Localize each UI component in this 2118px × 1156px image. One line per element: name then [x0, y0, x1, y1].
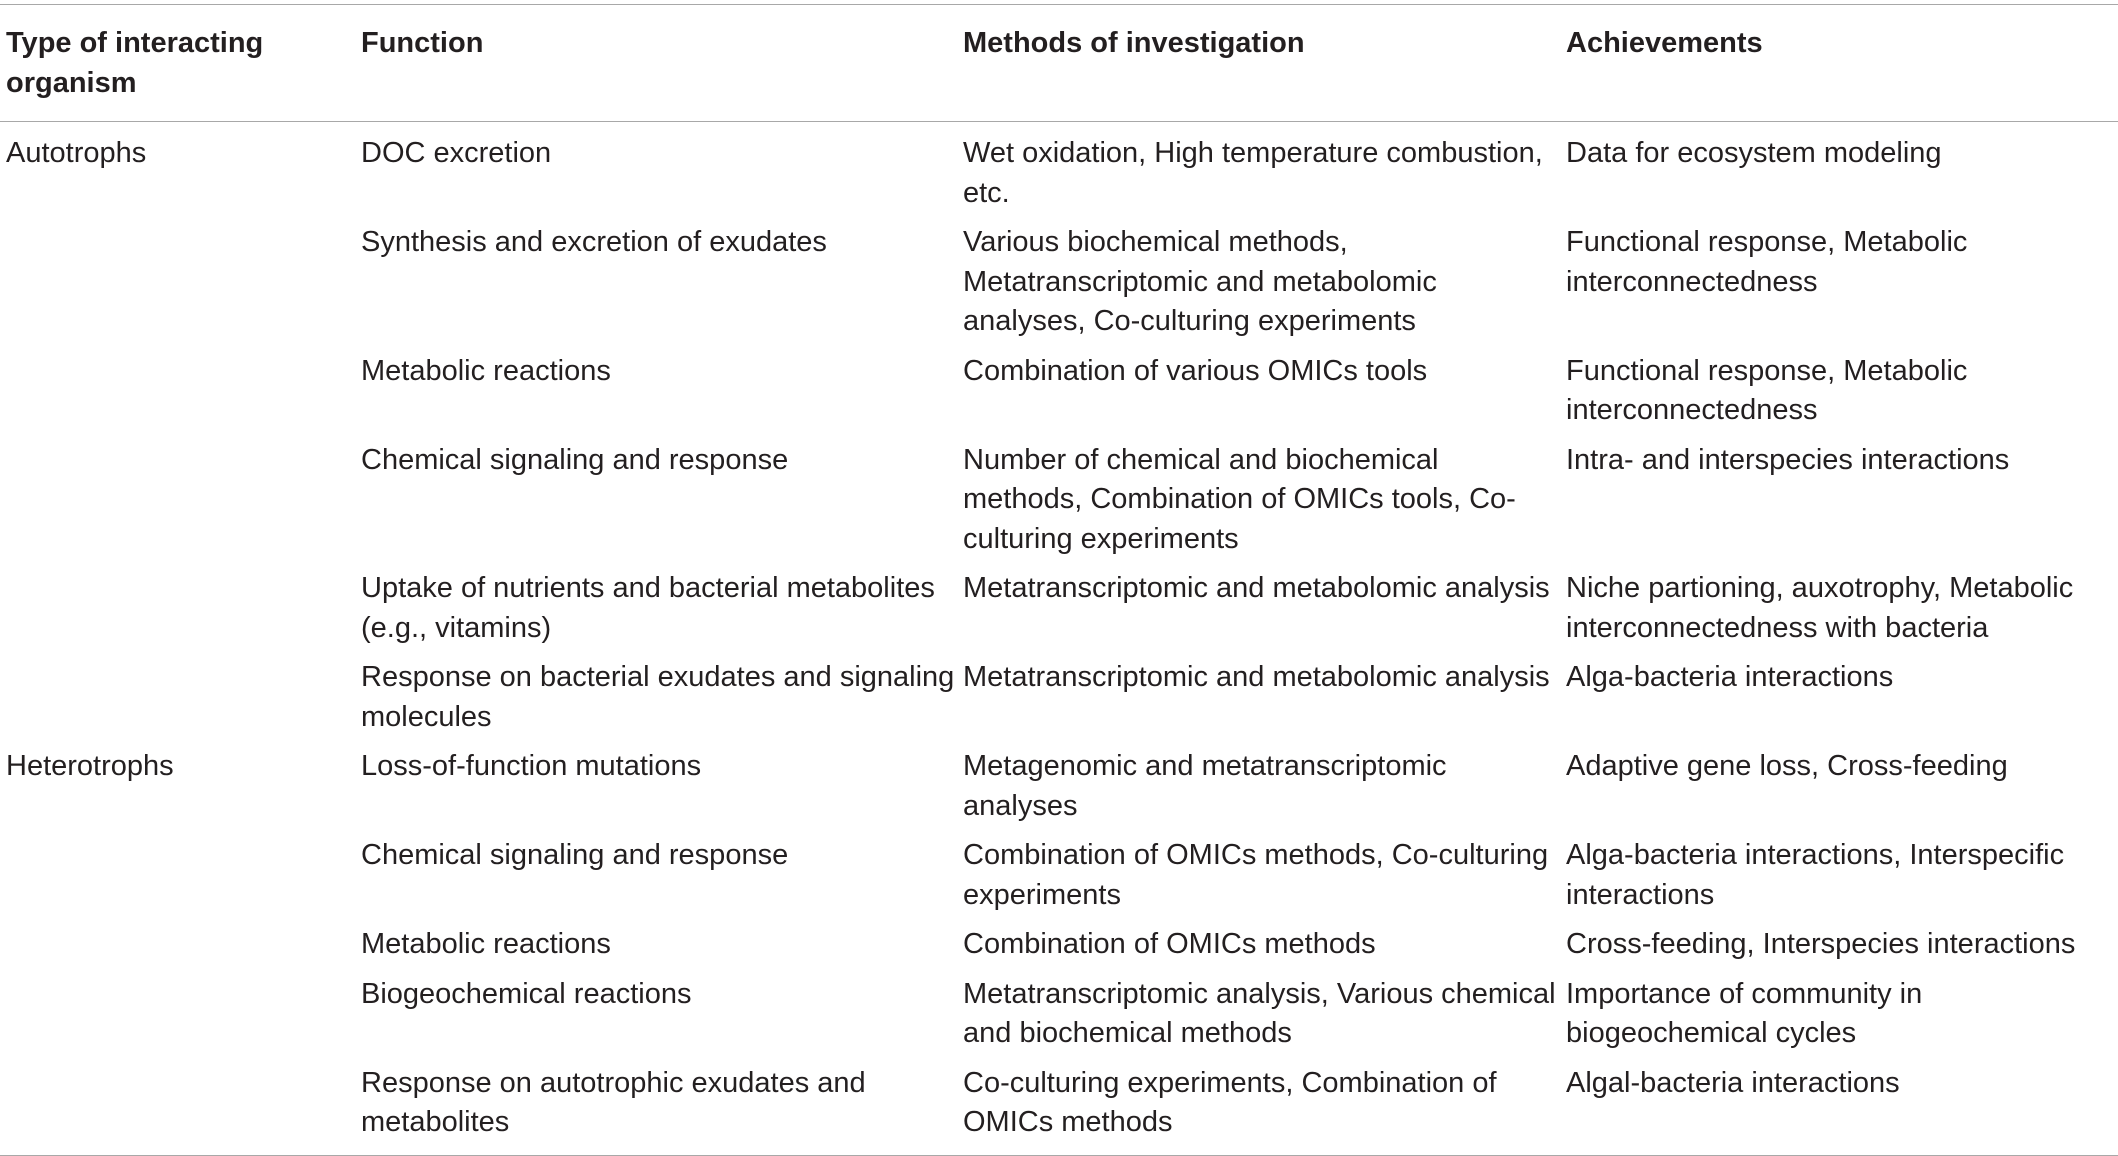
cell-methods: Metatranscriptomic and metabolomic analysis [963, 572, 1550, 604]
cell-organism-type [0, 564, 355, 653]
table-row [0, 831, 2118, 920]
table-row [0, 742, 2118, 831]
header-function: Function [361, 27, 484, 59]
cell-methods: Co-culturing experiments, Combination of OMICs methods [963, 1066, 1497, 1138]
cell-function: Metabolic reactions [361, 354, 611, 387]
cell-methods: Metatranscriptomic analysis, Various chemical and biochemical methods [963, 977, 1556, 1049]
cell-organism-type [0, 653, 355, 742]
cell-methods: Combination of OMICs methods [963, 928, 1376, 960]
table-row [0, 347, 2118, 436]
cell-organism-type [0, 1059, 355, 1156]
cell-achievements: Functional response, Metabolic interconnectedness [1566, 226, 1968, 298]
cell-function: Chemical signaling and response [361, 443, 789, 476]
cell-achievements: Cross-feeding, Interspecies interactions [1566, 928, 2076, 960]
table-row [0, 436, 2118, 565]
cell-achievements: Data for ecosystem modeling [1566, 137, 1942, 169]
cell-methods: Combination of various OMICs tools [963, 354, 1428, 387]
cell-function: Uptake of nutrients and bacterial metabolites (e.g., vitamins) [361, 572, 935, 644]
table-row [0, 122, 2118, 219]
cell-organism-type [0, 920, 355, 970]
cell-achievements: Alga-bacteria interactions, Interspecific interactions [1566, 839, 2065, 911]
cell-organism-type: Heterotrophs [6, 750, 174, 782]
cell-methods: Combination of OMICs methods, Co-culturing experiments [963, 839, 1549, 911]
cell-achievements: Adaptive gene loss, Cross-feeding [1566, 750, 2008, 782]
cell-methods: Wet oxidation, High temperature combustion, etc. [963, 137, 1543, 209]
cell-function: Synthesis and excretion of exudates [361, 226, 827, 258]
cell-organism-type [0, 831, 355, 920]
cell-methods: Various biochemical methods, Metatranscriptomic and metabolomic analyses, Co-culturing experiments [963, 226, 1437, 337]
cell-function: DOC excretion [361, 137, 552, 169]
cell-achievements: Importance of community in biogeochemical cycles [1566, 977, 1923, 1049]
cell-organism-type [0, 436, 355, 565]
cell-achievements: Alga-bacteria interactions [1566, 661, 1894, 693]
cell-function: Response on bacterial exudates and signaling molecules [361, 661, 955, 733]
cell-achievements: Functional response, Metabolic interconnectedness [1566, 354, 1968, 426]
table-body [0, 122, 2118, 1156]
cell-function: Metabolic reactions [361, 928, 611, 960]
cell-organism-type [0, 970, 355, 1059]
cell-achievements: Intra- and interspecies interactions [1566, 443, 2010, 476]
data-table-container [0, 4, 2118, 1156]
table-row [0, 218, 2118, 347]
cell-methods: Metatranscriptomic and metabolomic analysis [963, 661, 1550, 693]
header-row [0, 5, 2118, 122]
cell-organism-type [0, 218, 355, 347]
data-table [0, 4, 2118, 1156]
cell-organism-type: Autotrophs [6, 137, 147, 169]
cell-methods: Number of chemical and biochemical methods, Combination of OMICs tools, Co-culturing experiments [963, 443, 1516, 555]
cell-methods: Metagenomic and metatranscriptomic analyses [963, 750, 1447, 822]
cell-function: Response on autotrophic exudates and metabolites [361, 1066, 866, 1138]
table-row [0, 564, 2118, 653]
table-row [0, 1059, 2118, 1156]
cell-achievements: Niche partioning, auxotrophy, Metabolic interconnectedness with bacteria [1566, 572, 2074, 644]
table-header [0, 5, 2118, 122]
table-row [0, 653, 2118, 742]
cell-achievements: Algal-bacteria interactions [1566, 1066, 1900, 1099]
table-row [0, 970, 2118, 1059]
cell-function: Chemical signaling and response [361, 839, 789, 871]
header-achievements: Achievements [1566, 27, 1763, 59]
cell-function: Biogeochemical reactions [361, 977, 692, 1010]
header-methods: Methods of investigation [963, 27, 1305, 59]
header-organism-type: Type of interacting organism [6, 27, 264, 99]
table-row [0, 920, 2118, 970]
cell-function: Loss-of-function mutations [361, 750, 702, 782]
cell-organism-type [0, 347, 355, 436]
